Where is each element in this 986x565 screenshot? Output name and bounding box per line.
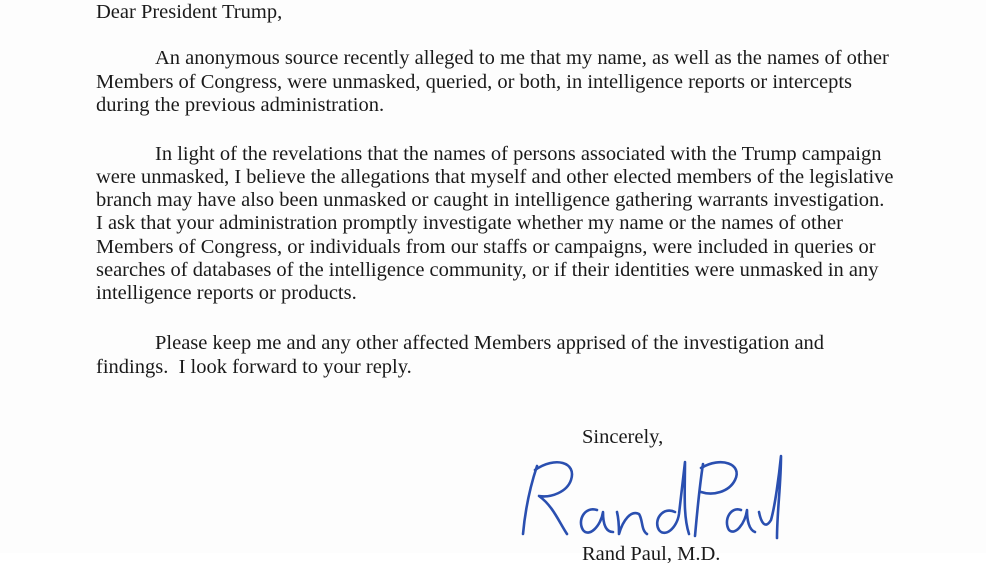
paragraph-1-line: during the previous administration. (96, 94, 385, 116)
paragraph-2-line: In light of the revelations that the names of persons associated with the Trump campaign (155, 143, 882, 165)
paragraph-2-line: branch may have also been unmasked or caught in intelligence gathering warrants investigation. (96, 189, 885, 211)
paragraph-3-line: Please keep me and any other affected Members apprised of the investigation and (155, 332, 825, 354)
closing: Sincerely, (582, 426, 664, 448)
paragraph-1-line: Members of Congress, were unmasked, queried, or both, in intelligence reports or intercepts (96, 71, 853, 93)
paragraph-3-line: findings. I look forward to your reply. (96, 356, 412, 378)
paragraph-2-line: I ask that your administration promptly investigate whether my name or the names of other (96, 212, 843, 234)
signer-name: Rand Paul, M.D. (582, 543, 721, 565)
paragraph-2-line: intelligence reports or products. (96, 282, 357, 304)
paragraph-2-line: searches of databases of the intelligence community, or if their identities were unmasked in any (96, 259, 879, 281)
salutation: Dear President Trump, (96, 1, 283, 23)
paragraph-2-line: were unmasked, I believe the allegations that myself and other elected members of the legislative (96, 166, 894, 188)
handwritten-signature (515, 450, 785, 542)
paragraph-2-line: Members of Congress, or individuals from our staffs or campaigns, were included in queries or (96, 236, 876, 258)
paragraph-1-line: An anonymous source recently alleged to me that my name, as well as the names of other (155, 47, 889, 69)
